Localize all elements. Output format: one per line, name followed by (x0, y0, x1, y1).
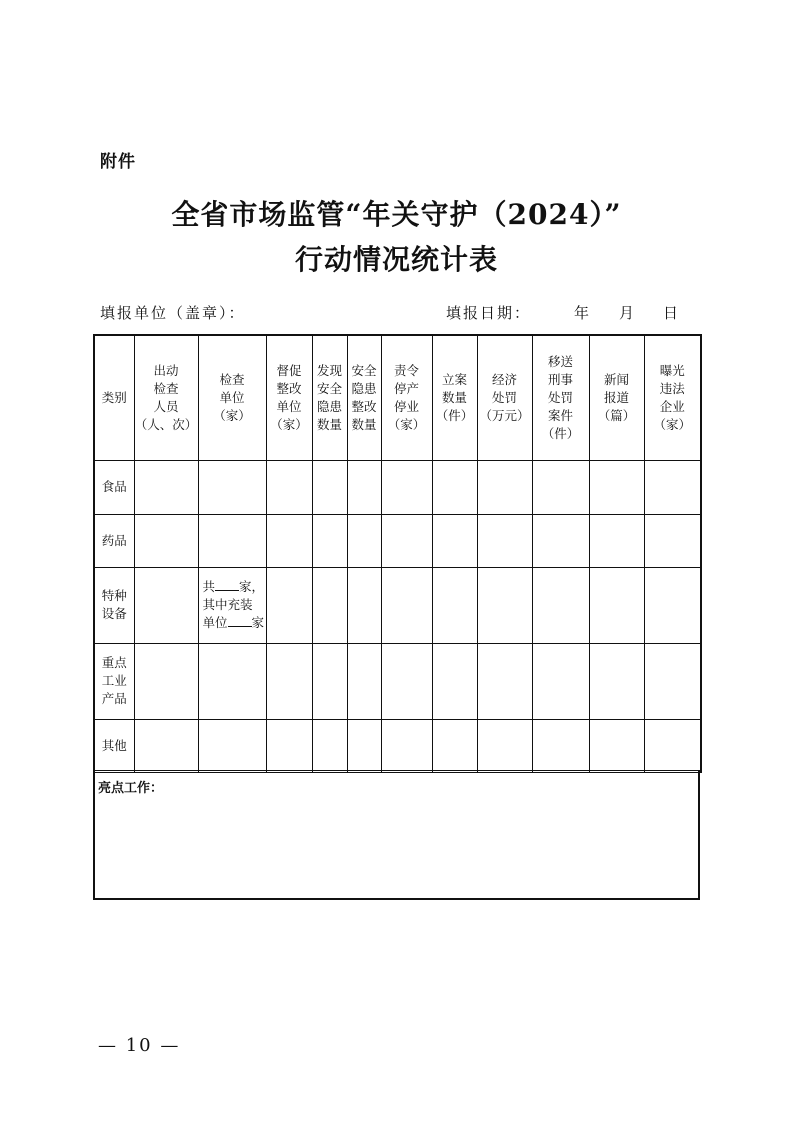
highlight-work-box[interactable] (93, 770, 700, 900)
data-cell[interactable] (312, 514, 347, 567)
data-cell[interactable] (532, 514, 589, 567)
row-category: 药品 (94, 514, 134, 567)
header-inspected-units: 检查 单位 （家） (198, 335, 266, 460)
data-cell[interactable] (432, 719, 477, 772)
data-cell[interactable] (312, 719, 347, 772)
data-cell[interactable] (477, 514, 532, 567)
data-cell[interactable] (644, 643, 701, 719)
table-header-row (94, 335, 701, 460)
data-cell[interactable] (532, 719, 589, 772)
data-cell[interactable] (266, 514, 312, 567)
row-category: 特种 设备 (94, 567, 134, 643)
header-inspectors: 出动 检查 人员 （人、次） (134, 335, 198, 460)
data-cell[interactable] (644, 460, 701, 514)
special-text: 单位 (202, 615, 228, 630)
data-cell[interactable] (134, 567, 198, 643)
data-cell[interactable] (589, 514, 644, 567)
page-title-line1: 全省市场监管“年关守护（2024）” (171, 198, 622, 231)
data-cell[interactable] (198, 460, 266, 514)
data-cell[interactable] (644, 514, 701, 567)
data-cell[interactable] (381, 567, 432, 643)
data-cell[interactable] (312, 460, 347, 514)
table-row (94, 567, 701, 643)
special-text: 共 (202, 579, 216, 594)
header-hazards-found: 发现 安全 隐患 数量 (312, 335, 347, 460)
row-category: 重点 工业 产品 (94, 643, 134, 719)
data-cell[interactable] (134, 460, 198, 514)
header-economic-penalty: 经济 处罚 （万元） (477, 335, 532, 460)
data-cell[interactable] (198, 719, 266, 772)
date-year-label: 年 (574, 304, 590, 322)
data-cell[interactable] (266, 460, 312, 514)
row-category: 食品 (94, 460, 134, 514)
data-cell[interactable] (381, 514, 432, 567)
row-category: 其他 (94, 719, 134, 772)
data-cell[interactable] (347, 567, 381, 643)
data-cell[interactable] (266, 643, 312, 719)
table-row (94, 514, 701, 567)
page-title-line2: 行动情况统计表 (294, 243, 498, 276)
data-cell[interactable] (198, 514, 266, 567)
data-cell[interactable] (312, 567, 347, 643)
table-row (94, 719, 701, 772)
header-exposed-enterprises: 曝光 违法 企业 （家） (644, 335, 701, 460)
data-cell[interactable] (644, 567, 701, 643)
data-cell[interactable] (347, 643, 381, 719)
header-news-reports: 新闻 报道 （篇） (589, 335, 644, 460)
fill-unit-label: 填报单位（盖章）： (100, 304, 246, 322)
data-cell[interactable] (589, 643, 644, 719)
data-cell[interactable] (134, 514, 198, 567)
date-day-label: 日 (663, 304, 679, 322)
data-cell[interactable] (381, 719, 432, 772)
highlight-work-label: 亮点工作： (98, 781, 164, 796)
data-cell[interactable] (432, 460, 477, 514)
data-cell[interactable] (381, 460, 432, 514)
data-cell[interactable] (477, 719, 532, 772)
date-month-label: 月 (619, 304, 635, 322)
data-cell[interactable] (532, 643, 589, 719)
blank-underline[interactable] (215, 578, 239, 591)
table-row (94, 643, 701, 719)
special-equipment-units-cell[interactable] (198, 567, 266, 643)
special-text: 家， (239, 579, 265, 594)
blank-underline[interactable] (228, 614, 252, 627)
special-text: 其中充装 (202, 597, 253, 612)
data-cell[interactable] (432, 514, 477, 567)
header-ordered-suspension: 责令 停产 停业 （家） (381, 335, 432, 460)
data-cell[interactable] (198, 643, 266, 719)
data-cell[interactable] (589, 719, 644, 772)
data-cell[interactable] (347, 514, 381, 567)
data-cell[interactable] (532, 567, 589, 643)
attachment-label: 附件 (100, 152, 136, 172)
data-cell[interactable] (266, 567, 312, 643)
header-criminal-transfers: 移送 刑事 处罚 案件 （件） (532, 335, 589, 460)
special-text: 家 (251, 615, 265, 630)
data-cell[interactable] (589, 567, 644, 643)
header-category: 类别 (94, 335, 134, 460)
table-row (94, 460, 701, 514)
data-cell[interactable] (432, 643, 477, 719)
data-cell[interactable] (644, 719, 701, 772)
data-cell[interactable] (266, 719, 312, 772)
data-cell[interactable] (134, 719, 198, 772)
data-cell[interactable] (532, 460, 589, 514)
data-cell[interactable] (381, 643, 432, 719)
data-cell[interactable] (347, 460, 381, 514)
header-cases-filed: 立案 数量 （件） (432, 335, 477, 460)
data-cell[interactable] (432, 567, 477, 643)
data-cell[interactable] (477, 643, 532, 719)
statistics-table (93, 334, 702, 773)
data-cell[interactable] (477, 567, 532, 643)
header-rectification-units: 督促 整改 单位 （家） (266, 335, 312, 460)
data-cell[interactable] (477, 460, 532, 514)
fill-date-label: 填报日期： (446, 304, 532, 322)
data-cell[interactable] (312, 643, 347, 719)
data-cell[interactable] (347, 719, 381, 772)
header-hazards-rectified: 安全 隐患 整改 数量 (347, 335, 381, 460)
page-number: — 10 — (98, 1035, 181, 1056)
data-cell[interactable] (589, 460, 644, 514)
data-cell[interactable] (134, 643, 198, 719)
